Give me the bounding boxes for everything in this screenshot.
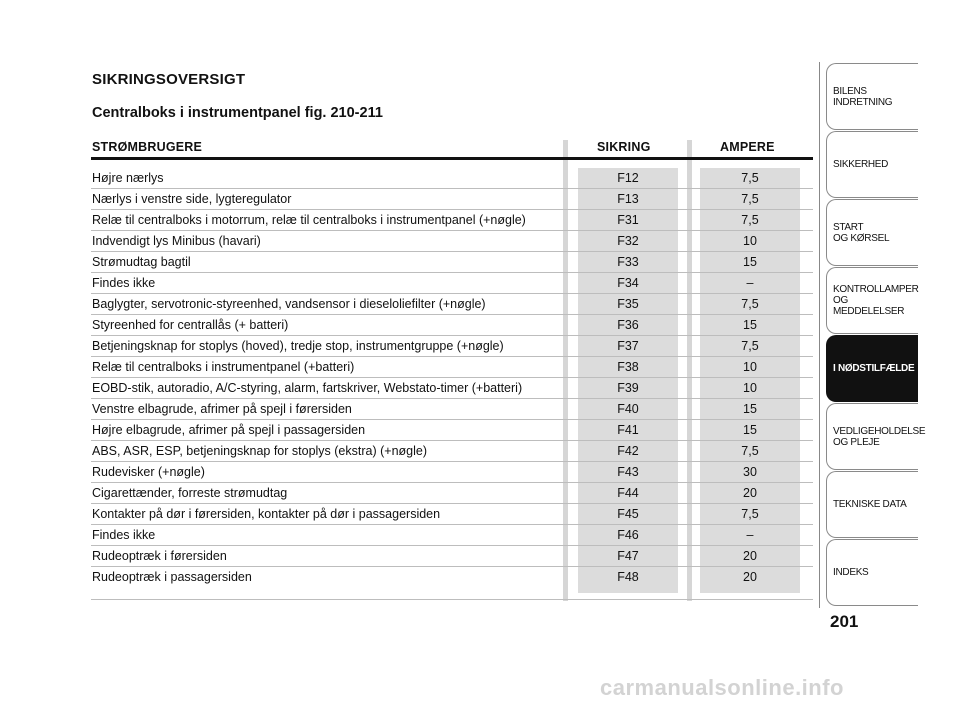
fuse-cell: F44 bbox=[617, 486, 639, 500]
consumer-cell: Strømudtag bagtil bbox=[92, 255, 191, 269]
consumer-cell: Findes ikke bbox=[92, 276, 156, 290]
ampere-cell: 10 bbox=[743, 381, 757, 395]
consumer-cell: Kontakter på dør i førersiden, kontakter på dør i passagersiden bbox=[92, 507, 441, 521]
table-row bbox=[91, 462, 813, 483]
ampere-cell: 20 bbox=[743, 486, 757, 500]
ampere-cell: 20 bbox=[743, 549, 757, 563]
header-rule bbox=[91, 157, 813, 160]
table-row bbox=[91, 483, 813, 504]
consumer-cell: Indvendigt lys Minibus (havari) bbox=[92, 234, 261, 248]
fuse-cell: F45 bbox=[617, 507, 639, 521]
page-number: 201 bbox=[830, 612, 859, 631]
table-row bbox=[91, 525, 813, 546]
table-bottom-rule bbox=[91, 599, 813, 600]
fuse-cell: F37 bbox=[617, 339, 639, 353]
ampere-cell: – bbox=[746, 528, 754, 542]
chapter-tab[interactable]: VEDLIGEHOLDELSE OG PLEJE bbox=[826, 403, 918, 470]
fuse-cell: F32 bbox=[617, 234, 639, 248]
table-row bbox=[91, 231, 813, 252]
table-row bbox=[91, 336, 813, 357]
table-row bbox=[91, 168, 813, 189]
table-row bbox=[91, 399, 813, 420]
fuse-cell: F33 bbox=[617, 255, 639, 269]
ampere-cell: 7,5 bbox=[741, 171, 759, 185]
table-row bbox=[91, 189, 813, 210]
fuse-cell: F38 bbox=[617, 360, 639, 374]
ampere-cell: 10 bbox=[743, 234, 757, 248]
table-row bbox=[91, 441, 813, 462]
fuse-cell: F48 bbox=[617, 570, 639, 584]
chapter-tab[interactable]: START OG KØRSEL bbox=[826, 199, 918, 266]
ampere-cell: 15 bbox=[743, 318, 757, 332]
chapter-tab[interactable]: SIKKERHED bbox=[826, 131, 918, 198]
ampere-cell: 7,5 bbox=[741, 444, 759, 458]
fuse-cell: F12 bbox=[617, 171, 639, 185]
table-row bbox=[91, 273, 813, 294]
table-row bbox=[91, 252, 813, 273]
chapter-tab[interactable]: TEKNISKE DATA bbox=[826, 471, 918, 538]
table-row bbox=[91, 504, 813, 525]
fuse-cell: F46 bbox=[617, 528, 639, 542]
consumer-cell: Højre elbagrude, afrimer på spejl i passagersiden bbox=[92, 423, 366, 437]
fuse-cell: F40 bbox=[617, 402, 639, 416]
table-row bbox=[91, 567, 813, 588]
fuse-cell: F47 bbox=[617, 549, 639, 563]
consumer-cell: Højre nærlys bbox=[92, 171, 164, 185]
consumer-cell: Rudevisker (+nøgle) bbox=[92, 465, 205, 479]
consumer-cell: Relæ til centralboks i motorrum, relæ til centralboks i instrumentpanel (+nøgle) bbox=[92, 213, 526, 227]
table-row bbox=[91, 378, 813, 399]
fuse-cell: F13 bbox=[617, 192, 639, 206]
ampere-cell: 10 bbox=[743, 360, 757, 374]
fuse-cell: F36 bbox=[617, 318, 639, 332]
table-row bbox=[91, 420, 813, 441]
fuse-cell: F39 bbox=[617, 381, 639, 395]
table-row bbox=[91, 546, 813, 567]
consumer-cell: Findes ikke bbox=[92, 528, 156, 542]
chapter-tab[interactable]: KONTROLLAMPER OG MEDDELELSER bbox=[826, 267, 918, 334]
fuse-table bbox=[91, 168, 813, 588]
consumer-cell: ABS, ASR, ESP, betjeningsknap for stoplys (ekstra) (+nøgle) bbox=[92, 444, 427, 458]
ampere-cell: 20 bbox=[743, 570, 757, 584]
consumer-cell: Rudeoptræk i førersiden bbox=[92, 549, 227, 563]
section-heading: SIKRINGSOVERSIGT bbox=[92, 71, 246, 88]
ampere-cell: 7,5 bbox=[741, 213, 759, 227]
table-row bbox=[91, 357, 813, 378]
fuse-cell: F42 bbox=[617, 444, 639, 458]
consumer-cell: Rudeoptræk i passagersiden bbox=[92, 570, 252, 584]
fuse-cell: F43 bbox=[617, 465, 639, 479]
consumer-cell: Venstre elbagrude, afrimer på spejl i førersiden bbox=[92, 402, 352, 416]
column-header-consumer: STRØMBRUGERE bbox=[92, 140, 203, 154]
fuse-cell: F34 bbox=[617, 276, 639, 290]
consumer-cell: Relæ til centralboks i instrumentpanel (+batteri) bbox=[92, 360, 355, 374]
sidebar-divider bbox=[819, 62, 820, 608]
table-row bbox=[91, 210, 813, 231]
column-header-ampere: AMPERE bbox=[720, 140, 775, 154]
table-row bbox=[91, 294, 813, 315]
ampere-cell: 30 bbox=[743, 465, 757, 479]
section-subheading: Centralboks i instrumentpanel fig. 210-211 bbox=[92, 105, 383, 121]
ampere-cell: 15 bbox=[743, 255, 757, 269]
ampere-cell: 7,5 bbox=[741, 297, 759, 311]
consumer-cell: Betjeningsknap for stoplys (hoved), tredje stop, instrumentgruppe (+nøgle) bbox=[92, 339, 504, 353]
chapter-tab[interactable]: BILENS INDRETNING bbox=[826, 63, 918, 130]
ampere-cell: 15 bbox=[743, 423, 757, 437]
table-row bbox=[91, 315, 813, 336]
fuse-cell: F35 bbox=[617, 297, 639, 311]
consumer-cell: Cigarettænder, forreste strømudtag bbox=[92, 486, 288, 500]
chapter-tab[interactable]: INDEKS bbox=[826, 539, 918, 606]
ampere-cell: – bbox=[746, 276, 754, 290]
fuse-cell: F31 bbox=[617, 213, 639, 227]
consumer-cell: EOBD-stik, autoradio, A/C-styring, alarm, fartskriver, Webstato-timer (+batteri) bbox=[92, 381, 523, 395]
ampere-cell: 7,5 bbox=[741, 192, 759, 206]
consumer-cell: Styreenhed for centrallås (+ batteri) bbox=[92, 318, 289, 332]
chapter-tab[interactable]: I NØDSTILFÆLDE bbox=[826, 335, 918, 402]
watermark: carmanualsonline.info bbox=[600, 675, 844, 700]
ampere-cell: 7,5 bbox=[741, 339, 759, 353]
ampere-cell: 15 bbox=[743, 402, 757, 416]
column-header-fuse: SIKRING bbox=[597, 140, 651, 154]
consumer-cell: Baglygter, servotronic-styreenhed, vandsensor i dieseloliefilter (+nøgle) bbox=[92, 297, 486, 311]
fuse-cell: F41 bbox=[617, 423, 639, 437]
consumer-cell: Nærlys i venstre side, lygteregulator bbox=[92, 192, 292, 206]
ampere-cell: 7,5 bbox=[741, 507, 759, 521]
